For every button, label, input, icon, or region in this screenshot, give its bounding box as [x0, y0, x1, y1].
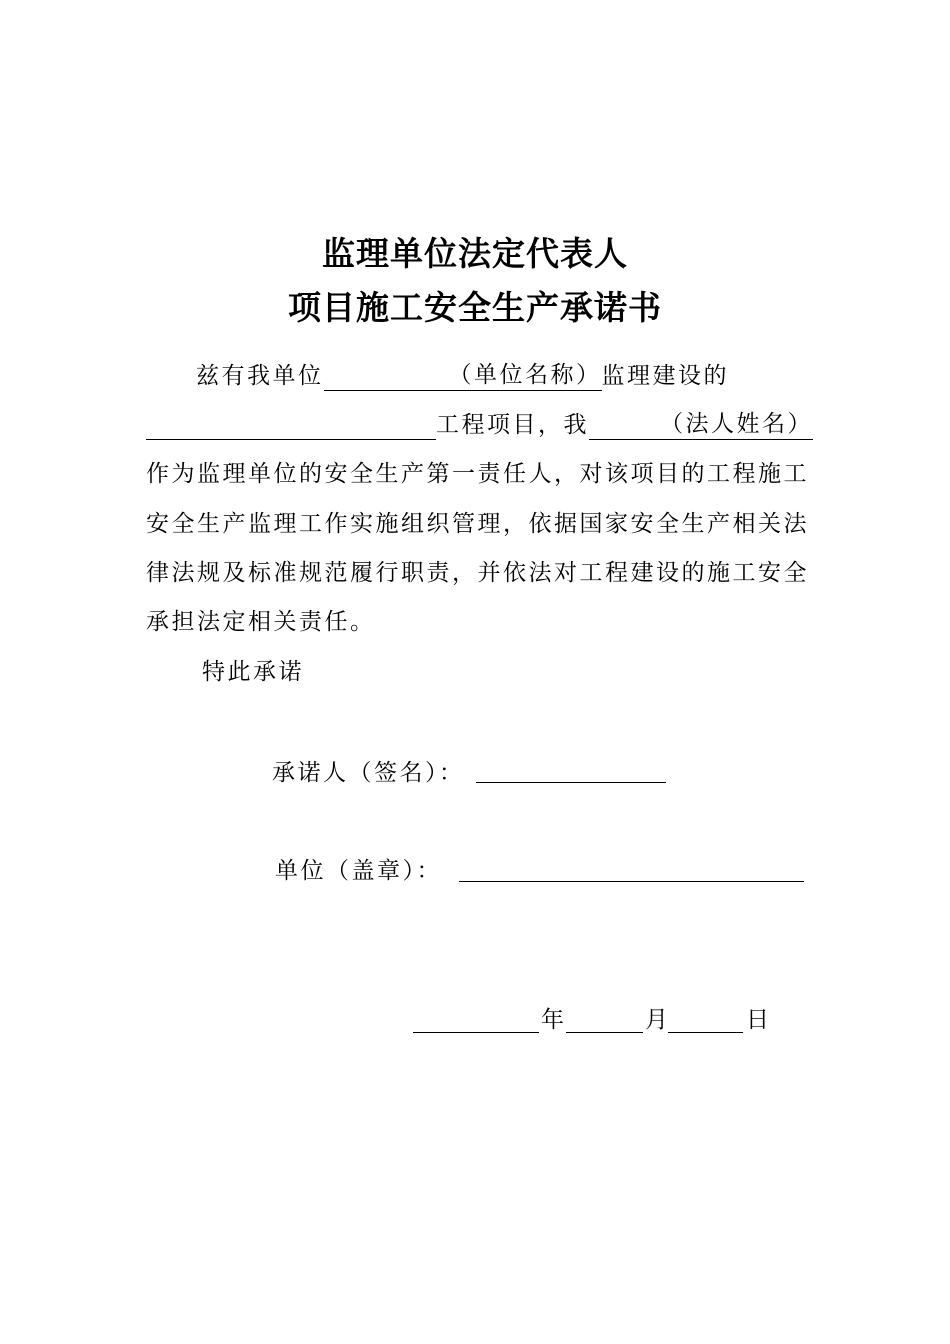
unit-name-field[interactable] [324, 360, 602, 391]
legal-person-hint: （法人姓名） [660, 411, 813, 437]
document-title-line2: 项目施工安全生产承诺书 [288, 288, 662, 327]
date-year-label: 年 [541, 1007, 567, 1033]
body-line-1 [196, 360, 729, 391]
body-line-4: 安全生产监理工作实施组织管理，依据国家安全生产相关法 [146, 511, 809, 537]
body-line-2 [146, 409, 813, 440]
document-title-line1: 监理单位法定代表人 [322, 234, 628, 273]
project-name-field[interactable] [146, 411, 436, 440]
unit-seal-field[interactable] [459, 881, 804, 882]
date-day-field[interactable] [668, 1032, 743, 1033]
date-day-label: 日 [746, 1007, 772, 1033]
seal-label: 单位（盖章）： [275, 858, 442, 884]
body-line-5: 律法规及标准规范履行职责，并依法对工程建设的施工安全 [146, 560, 809, 586]
date-month-field[interactable] [566, 1032, 643, 1033]
legal-person-field[interactable] [589, 409, 813, 440]
date-month-label: 月 [645, 1007, 671, 1033]
closing-text: 特此承诺 [202, 659, 304, 685]
unit-name-hint: （单位名称） [448, 362, 602, 388]
signer-signature-field[interactable] [476, 782, 666, 783]
project-mid-text: 工程项目，我 [436, 412, 589, 438]
unit-prefix: 兹有我单位 [196, 363, 324, 389]
body-line-3: 作为监理单位的安全生产第一责任人，对该项目的工程施工 [146, 461, 809, 487]
unit-suffix: 监理建设的 [601, 363, 729, 389]
date-year-field[interactable] [413, 1032, 539, 1033]
signer-label: 承诺人（签名）： [272, 760, 465, 786]
body-line-6: 承担法定相关责任。 [146, 609, 376, 635]
